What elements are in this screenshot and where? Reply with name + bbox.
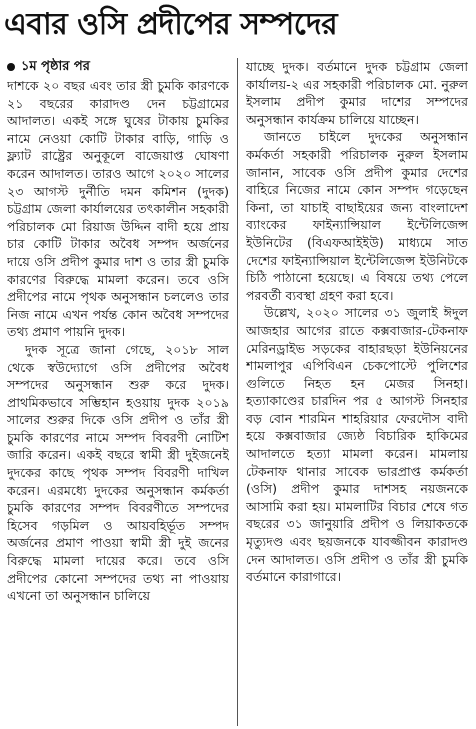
left-column — [7, 58, 229, 726]
article-paragraph: দাশকে ২০ বছর এবং তার স্ত্রী চুমকি কারণকে ২১ বছরের কারাদণ্ড দেন চট্টগ্রামের আদালত। একই সঙ্গে ঘুষের টাকায় চুমকির নামে নেওয়া কোটি টাকার বাড়ি, গাড়ি ও ফ্ল্যাট রাষ্ট্রের অনুকূলে বাজেয়াপ্ত ঘোষণা করেন আদালত। তারও আগে ২০২০ সালের ২৩ আগস্ট দুর্নীতি দমন কমিশন (দুদক) চট্টগ্রাম জেলা কার্যালয়ের তৎকালীন সহকারী পরিচালক মো রিয়াজ উদ্দিন বাদী হয়ে প্রায় চার কোটি টাকার অবৈধ সম্পদ অর্জনের দায়ে ওসি প্রদীপ কুমার দাশ ও তার স্ত্রী চুমকি কারণের বিরুদ্ধে মামলা করেন। তবে ওসি প্রদীপের নামে পৃথক অনুসন্ধান চললেও তার নিজ নামে এখন পর্যন্ত কোন অবৈধ সম্পদের তথ্য প্রমাণ পায়নি দুদক। — [7, 78, 229, 340]
article-paragraph: যাচ্ছে দুদক। বর্তমানে দুদক চট্টগ্রাম জেলা কার্যালয়-২ এর সহকারী পরিচালক মো. নুরুল ইসলাম প্রদীপ কুমার দাশের সম্পদের অনুসন্ধান কার্যক্রম চালিয়ে যাচ্ছেন। — [246, 59, 468, 127]
article-paragraph: দুদক সূত্রে জানা গেছে, ২০১৮ সাল থেকে স্বউদ্যোগে ওসি প্রদীপের অবৈধ সম্পদের অনুসন্ধান শুরু করে দুদক। প্রাথমিকভাবে সম্ভিহান হওয়ায় দুদক ২০১৯ সালের শুরুর দিকে ওসি প্রদীপ ও তাঁর স্ত্রী চুমকি কারণের নামে সম্পদ বিবরণী নোটিশ জারি করেন। একই বছরে স্বামী স্ত্রী দুইজনেই দুদকের কাছে পৃথক সম্পদ বিবরণী দাখিল করেন। এরমধ্যে দুদকের অনুসন্ধান কর্মকর্তা চুমকি কারণের সম্পদ বিবরণীতে সম্পদের হিসেব গড়মিল ও আয়বহির্ভূত সম্পদ অর্জনের প্রমাণ পাওয়া স্বামী স্ত্রী দুই জনের বিরুদ্ধে মামলা দায়ের করে। তবে ওসি প্রদীপের কোনো সম্পদের তথ্য না পাওয়ায় এখনো তা অনুসন্ধান চালিয়ে — [7, 341, 229, 604]
column-divider — [237, 58, 238, 726]
article-paragraph: উল্লেখ, ২০২০ সালের ৩১ জুলাই ঈদুল আজহার আগের রাতে কক্সবাজার-টেকনাফ মেরিনড্রাইভ সড়কের বাহারছড়া ইউনিয়নের শামলাপুর এপিবিএন চেকপোস্টে পুলিশের গুলিতে নিহত হন মেজর সিনহা। হত্যাকাণ্ডের চারদিন পর ৫ আগস্ট সিনহার বড় বোন শারমিন শাহরিয়ার ফেরদৌস বাদী হয়ে কক্সবাজার জ্যেষ্ঠ বিচারিক হাকিমের আদালতে হত্যা মামলা করেন। মামলায় টেকনাফ থানার সাবেক ভারপ্রাপ্ত কর্মকর্তা (ওসি) প্রদীপ কুমার দাশসহ নয়জনকে আসামি করা হয়। মামলাটির বিচার শেষে গত বছরের ৩১ জানুয়ারি প্রদীপ ও লিয়াকতকে মৃত্যুদণ্ড এবং ছয়জনকে যাবজ্জীবন কারাদণ্ড দেন আদালত। ওসি প্রদীপ ও তাঁর স্ত্রী চুমকি বর্তমানে কারাগারে। — [246, 305, 468, 585]
right-column — [246, 58, 468, 726]
continuation-label: ১ম পৃষ্ঠার পর — [21, 59, 90, 74]
bullet-icon — [7, 63, 15, 71]
headline: এবার ওসি প্রদীপের সম্পদের — [4, 7, 338, 42]
article-paragraph: জানতে চাইলে দুদকের অনুসন্ধান কর্মকর্তা সহকারী পরিচালক নুরুল ইসলাম জানান, সাবেক ওসি প্রদীপ কুমার দেশের বাহিরে নিজের নামে কোন সম্পদ গড়েছেন কিনা, তা যাচাই বাছাইয়ের জন্য বাংলাদেশ ব্যাংকের ফাইন্যান্সিয়াল ইন্টেলিজেন্স ইউনিটের (বিএফআইইউ) মাধ্যমে সাত দেশের ফাইন্যান্সিয়াল ইন্টেলিজেন্স ইউনিটকে চিঠি পাঠানো হয়েছে। এ বিষয়ে তথ্য পেলে পরবর্তী ব্যবস্থা গ্রহণ করা হবে। — [246, 129, 468, 303]
continuation-marker — [7, 58, 229, 76]
